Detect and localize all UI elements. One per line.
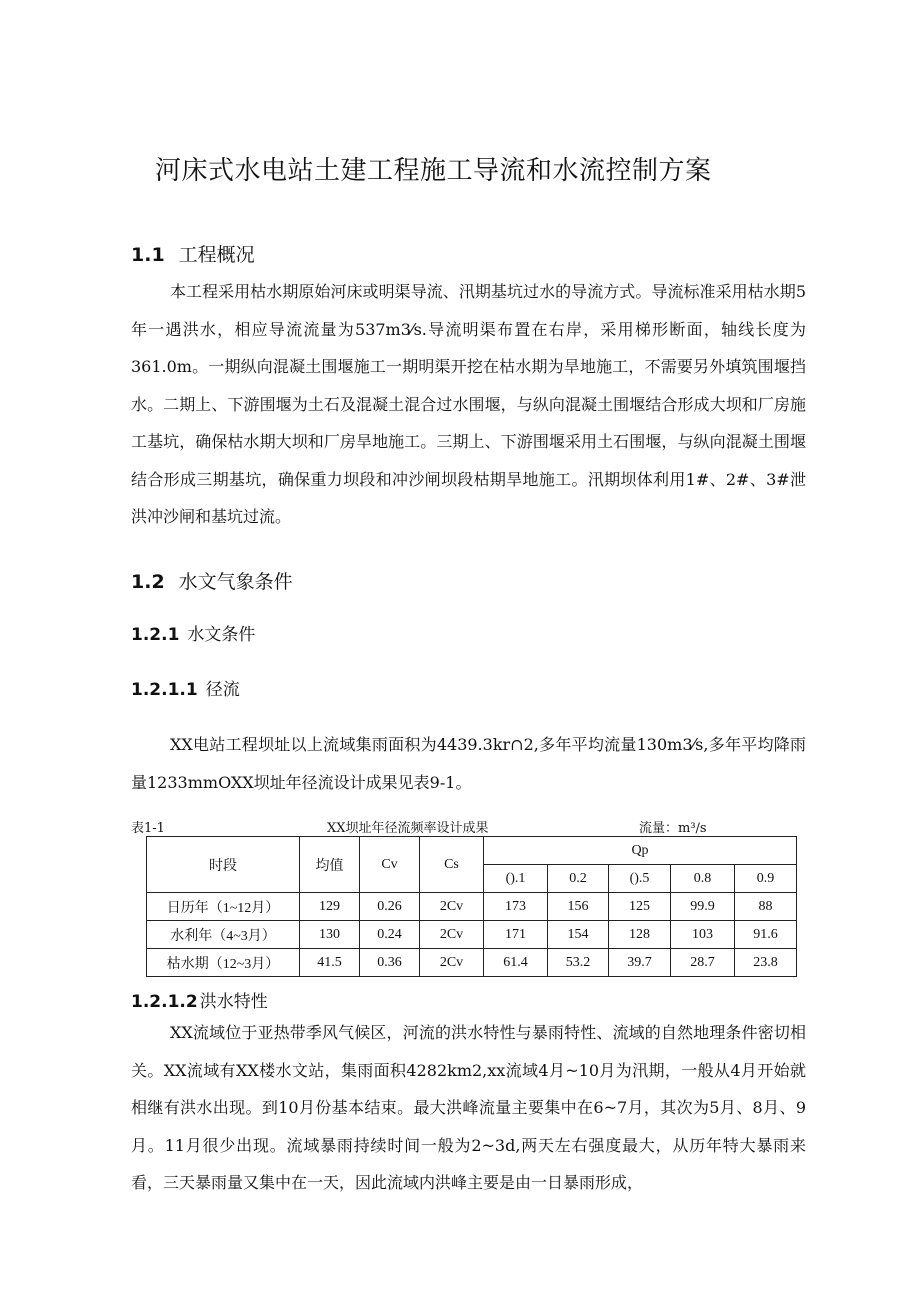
section-label: 水文条件 <box>187 625 256 645</box>
section-number: 1.1 <box>131 244 165 266</box>
header-period: 时段 <box>147 837 300 893</box>
table-caption <box>131 817 811 837</box>
cell-cv: 0.26 <box>360 893 420 921</box>
section-label: 径流 <box>205 680 240 700</box>
section-label: 水文气象条件 <box>178 571 293 593</box>
cell-cs: 2Cv <box>420 921 484 949</box>
runoff-frequency-table <box>146 836 797 977</box>
cell-mean: 130 <box>300 921 360 949</box>
cell-q: 154 <box>548 921 609 949</box>
header-p: 0.8 <box>671 865 735 893</box>
paragraph-runoff: XX电站工程坝址以上流域集雨面积为4439.3kr∩2,多年平均流量130m3⁄s,多年平均降雨量1233mmOXX坝址年径流设计成果见表9-1。 <box>131 735 806 792</box>
section-number: 1.2.1.2 <box>131 992 198 1012</box>
table-unit: 流量：m³/s <box>639 821 707 836</box>
header-p: 0.2 <box>548 865 609 893</box>
cell-q: 28.7 <box>671 949 735 977</box>
paragraph-flood-characteristics: XX流域位于亚热带季风气候区，河流的洪水特性与暴雨特性、流域的自然地理条件密切相关。XX流域有XX楼水文站，集雨面积4282km2,xx流域4月~10月为汛期，一般从4月开始就相继有洪水出现。到10月份基本结束。最大洪峰流量主要集中在6~7月，其次为5月、8月、9月。11月很少出现。流域暴雨持续时间一般为2~3d,两天左右强度最大，从历年特大暴雨来看，三天暴雨量又集中在一天，因此流域内洪峰主要是由一日暴雨形成， <box>131 1023 806 1192</box>
section-heading-1-2-1 <box>131 620 255 645</box>
cell-q: 39.7 <box>609 949 671 977</box>
cell-cv: 0.24 <box>360 921 420 949</box>
section-number: 1.2.1 <box>131 625 180 645</box>
cell-q: 23.8 <box>735 949 797 977</box>
cell-mean: 129 <box>300 893 360 921</box>
cell-period: 枯水期（12~3月） <box>147 949 300 977</box>
cell-q: 53.2 <box>548 949 609 977</box>
cell-q: 103 <box>671 921 735 949</box>
section-label: 工程概况 <box>178 244 255 266</box>
cell-q: 156 <box>548 893 609 921</box>
cell-q: 125 <box>609 893 671 921</box>
header-cs: Cs <box>420 837 484 893</box>
cell-q: 61.4 <box>484 949 548 977</box>
cell-cv: 0.36 <box>360 949 420 977</box>
cell-period: 日历年（1~12月） <box>147 893 300 921</box>
cell-q: 173 <box>484 893 548 921</box>
table-label: 表1-1 <box>131 821 165 836</box>
header-p: ().5 <box>609 865 671 893</box>
cell-q: 88 <box>735 893 797 921</box>
section-number: 1.2.1.1 <box>131 680 198 700</box>
header-qp: Qp <box>484 837 797 865</box>
cell-q: 99.9 <box>671 893 735 921</box>
cell-q: 171 <box>484 921 548 949</box>
header-cv: Cv <box>360 837 420 893</box>
section-number: 1.2 <box>131 571 165 593</box>
header-p: ().1 <box>484 865 548 893</box>
table-title: XX坝址年径流频率设计成果 <box>327 821 489 836</box>
document-title: 河床式水电站土建工程施工导流和水流控制方案 <box>155 156 712 186</box>
cell-q: 91.6 <box>735 921 797 949</box>
header-p: 0.9 <box>735 865 797 893</box>
section-heading-1-2-1-2 <box>131 987 268 1012</box>
table-row <box>147 921 797 949</box>
section-heading-1-2 <box>131 567 293 594</box>
cell-q: 128 <box>609 921 671 949</box>
cell-mean: 41.5 <box>300 949 360 977</box>
paragraph-project-overview: 本工程采用枯水期原始河床或明渠导流、汛期基坑过水的导流方式。导流标准采用枯水期5年一遇洪水，相应导流流量为537m3⁄s.导流明渠布置在右岸，采用梯形断面，轴线长度为361.0m。一期纵向混凝土围堰施工一期明渠开挖在枯水期为旱地施工，不需要另外填筑围堰挡水。二期上、下游围堰为土石及混凝土混合过水围堰，与纵向混凝土围堰结合形成大坝和厂房施工基坑，确保枯水期大坝和厂房旱地施工。三期上、下游围堰采用土石围堰，与纵向混凝土围堰结合形成三期基坑，确保重力坝段和冲沙闸坝段枯期旱地施工。汛期坝体利用1#、2#、3#泄洪冲沙闸和基坑过流。 <box>131 282 806 526</box>
section-heading-1-1 <box>131 240 255 267</box>
table-row <box>147 893 797 921</box>
table-header-row <box>147 837 797 865</box>
cell-period: 水利年（4~3月） <box>147 921 300 949</box>
section-label: 洪水特性 <box>199 992 268 1012</box>
cell-cs: 2Cv <box>420 893 484 921</box>
header-mean: 均值 <box>300 837 360 893</box>
section-heading-1-2-1-1 <box>131 675 240 700</box>
table-row <box>147 949 797 977</box>
cell-cs: 2Cv <box>420 949 484 977</box>
